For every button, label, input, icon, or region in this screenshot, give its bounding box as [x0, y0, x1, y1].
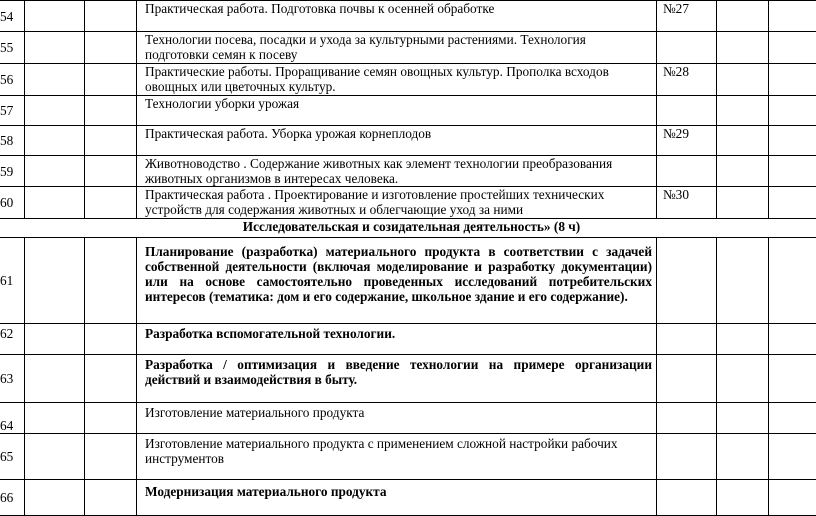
table-row — [0, 403, 816, 434]
lesson-topic: Практическая работа. Уборка урожая корнеплодов — [137, 126, 657, 156]
homework: №30 — [657, 187, 717, 219]
homework: №27 — [657, 1, 717, 32]
lesson-number: 58 — [0, 126, 25, 156]
homework — [657, 238, 717, 324]
section-title: Исследовательская и созидательная деятельность» (8 ч) — [0, 219, 816, 238]
lesson-number: 54 — [0, 1, 25, 32]
lesson-topic: Планирование (разработка) материального продукта в соответствии с задачей собственной деятельности (включая моделирование и разработку документации) или на основе самостоятельно проведенных исследований потребительских интересов (тематика: дом и его содержание, школьное здание и его содержание). — [137, 238, 657, 324]
homework — [657, 96, 717, 126]
table-row — [0, 238, 816, 324]
lesson-number: 56 — [0, 64, 25, 96]
table-row — [0, 324, 816, 355]
section-row — [0, 219, 816, 238]
table-row — [0, 480, 816, 516]
lesson-topic: Изготовление материального продукта с применением сложной настройки рабочих инструментов — [137, 434, 657, 480]
homework — [657, 156, 717, 187]
lesson-topic: Технологии посева, посадки и ухода за культурными растениями. Технология подготовки семян к посеву — [137, 32, 657, 64]
table-row — [0, 1, 816, 32]
homework — [657, 403, 717, 434]
lesson-number: 62 — [0, 324, 25, 355]
homework — [657, 324, 717, 355]
lesson-number: 63 — [0, 355, 25, 403]
homework — [657, 434, 717, 480]
table-row — [0, 434, 816, 480]
lesson-number: 57 — [0, 96, 25, 126]
homework — [657, 355, 717, 403]
table-row — [0, 64, 816, 96]
lesson-number: 64 — [0, 403, 25, 434]
homework — [657, 32, 717, 64]
lesson-number: 59 — [0, 156, 25, 187]
table-row — [0, 32, 816, 64]
lesson-number: 65 — [0, 434, 25, 480]
homework — [657, 480, 717, 516]
lesson-topic: Практическая работа. Подготовка почвы к осенней обработке — [137, 1, 657, 32]
table-row — [0, 96, 816, 126]
lesson-number: 60 — [0, 187, 25, 219]
lesson-topic: Модернизация материального продукта — [137, 480, 657, 516]
lesson-topic: Практическая работа . Проектирование и изготовление простейших технических устройств для содержания животных и облегчающие уход за ними — [137, 187, 657, 219]
homework: №29 — [657, 126, 717, 156]
table-row — [0, 187, 816, 219]
lesson-topic: Технологии уборки урожая — [137, 96, 657, 126]
table-row — [0, 355, 816, 403]
table-row — [0, 156, 816, 187]
lesson-number: 66 — [0, 480, 25, 516]
homework: №28 — [657, 64, 717, 96]
lesson-number: 61 — [0, 238, 25, 324]
lesson-topic: Животноводство . Содержание животных как элемент технологии преобразования животных организмов в интересах человека. — [137, 156, 657, 187]
lesson-topic: Изготовление материального продукта — [137, 403, 657, 434]
lesson-topic: Практические работы. Проращивание семян овощных культур. Прополка всходов овощных или цветочных культур. — [137, 64, 657, 96]
lesson-topic: Разработка / оптимизация и введение технологии на примере организации действий и взаимодействия в быту. — [137, 355, 657, 403]
lesson-number: 55 — [0, 32, 25, 64]
lesson-topic: Разработка вспомогательной технологии. — [137, 324, 657, 355]
table-row — [0, 126, 816, 156]
